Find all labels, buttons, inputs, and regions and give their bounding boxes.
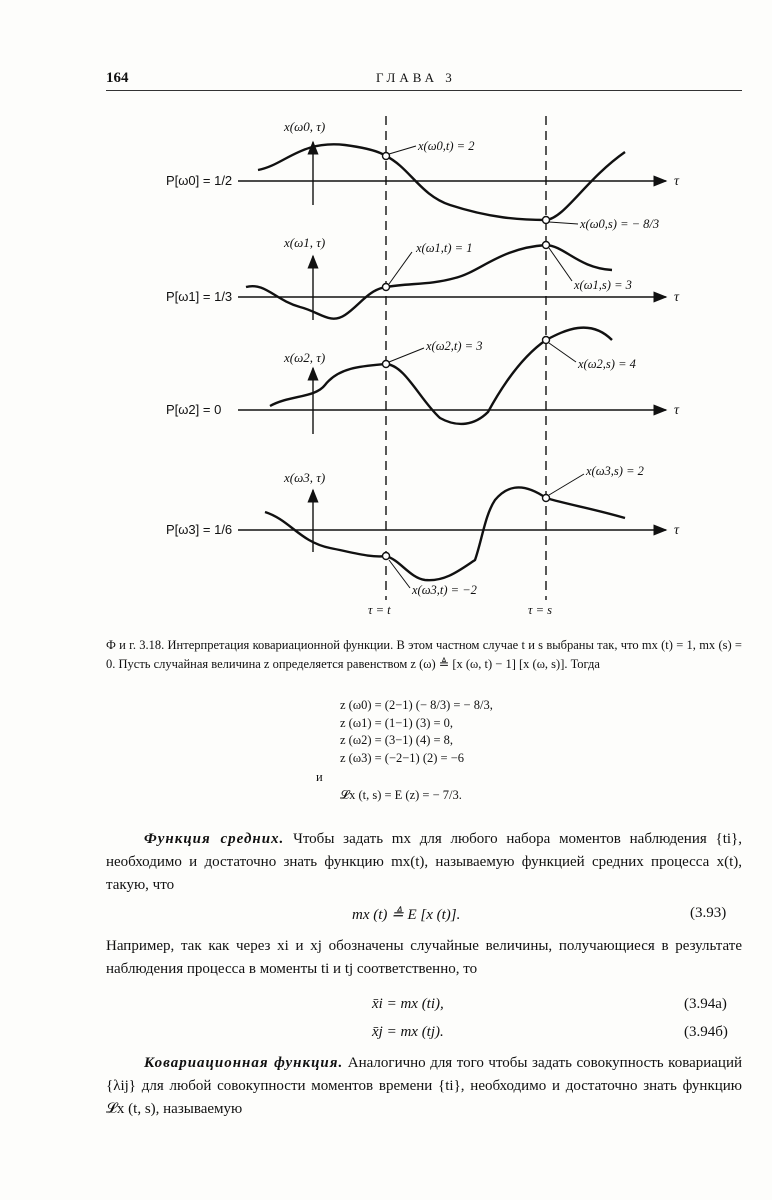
point-at-s <box>543 242 550 249</box>
point-at-t <box>383 361 390 368</box>
section-covariance-function <box>106 1052 742 1121</box>
value-at-t-label: x(ω3,t) = −2 <box>412 583 477 597</box>
tau-label: τ <box>674 523 680 538</box>
covariance-figure <box>0 100 772 620</box>
point-at-s <box>543 495 550 502</box>
figure-caption <box>106 636 742 674</box>
point-at-t <box>383 284 390 291</box>
tau-label: τ <box>674 290 680 305</box>
panel-omega1 <box>166 235 680 320</box>
value-at-s-label: x(ω3,s) = 2 <box>586 464 644 478</box>
equation-3-94b: x̄j = mx (tj). <box>372 1024 444 1040</box>
point-at-s <box>543 337 550 344</box>
point-at-t <box>383 153 390 160</box>
equation-3-93: mx (t) ≜ E [x (t)]. <box>352 907 461 923</box>
section-mean-function <box>106 828 742 897</box>
s-marker-label: τ = s <box>528 603 553 617</box>
caption-equation: z (ω3) = (−2−1) (2) = −6 <box>340 750 464 765</box>
tau-label: τ <box>674 174 680 189</box>
paragraph-example: Например, так как через xi и xj обозначены случайные величины, получающиеся в результате наблюдения процесса в моменты ti и tj соответственно, то <box>106 938 742 977</box>
panel-omega2 <box>166 328 680 434</box>
section-text: Аналогично для того чтобы задать совокупность ковариаций {λij} для любой совокупности моментов времени {ti}, необходимо и достаточно знать функцию 𝓛x (t, s), называемую <box>106 1055 743 1117</box>
header-rule <box>106 90 742 91</box>
caption-lead: Ф и г. 3.18. <box>106 638 165 652</box>
section-heading: Ковариационная функция. <box>144 1055 344 1071</box>
page-number: 164 <box>106 70 129 86</box>
sample-path-curve <box>265 487 625 580</box>
caption-equations <box>340 697 493 767</box>
caption-equation: z (ω2) = (3−1) (4) = 8, <box>340 733 454 747</box>
point-at-t <box>383 553 390 560</box>
value-at-t-label: x(ω1,t) = 1 <box>416 241 473 255</box>
chapter-header: ГЛАВА 3 <box>376 70 456 85</box>
value-at-t-label: x(ω0,t) = 2 <box>418 139 475 153</box>
caption-conjunction: и <box>316 770 323 784</box>
sample-path-curve <box>246 245 612 319</box>
probability-label: P[ω2] = 0 <box>166 402 222 417</box>
tau-label: τ <box>674 403 680 418</box>
value-at-s-label: x(ω2,s) = 4 <box>578 357 636 371</box>
panel-omega0 <box>166 119 680 231</box>
probability-label: P[ω0] = 1/2 <box>166 173 233 188</box>
y-axis-label: x(ω1, τ) <box>284 235 326 250</box>
section-heading: Функция средних. <box>144 831 285 847</box>
value-at-s-label: x(ω1,s) = 3 <box>574 278 632 292</box>
caption-equation: z (ω1) = (1−1) (3) = 0, <box>340 715 454 730</box>
caption-text: Интерпретация ковариационной функции. В этом частном случае t и s выбраны так, что mx (t) = 1, mx (s) = 0. Пусть случайная величина z определяется равенством z (ω) ≜ [x (ω, t) − 1] [x (ω, s)]. Тогда <box>106 638 742 671</box>
equation-number: (3.94а) <box>684 996 727 1012</box>
panel-omega3 <box>166 464 680 597</box>
probability-label: P[ω3] = 1/6 <box>166 522 233 537</box>
equation-number: (3.93) <box>690 905 727 921</box>
y-axis-label: x(ω0, τ) <box>284 119 326 134</box>
probability-label: P[ω1] = 1/3 <box>166 289 233 304</box>
caption-equation: z (ω0) = (2−1) (− 8/3) = − 8/3, <box>340 698 493 712</box>
point-at-s <box>543 217 550 224</box>
value-at-s-label: x(ω0,s) = − 8/3 <box>580 217 660 231</box>
t-marker-label: τ = t <box>368 603 391 617</box>
caption-final-equation: 𝓛x (t, s) = E (z) = − 7/3. <box>340 788 462 802</box>
equation-number: (3.94б) <box>684 1024 728 1040</box>
equation-3-94a: x̄i = mx (ti), <box>372 996 444 1012</box>
y-axis-label: x(ω2, τ) <box>284 350 326 365</box>
section-text: Чтобы задать mx для любого набора моментов наблюдения {ti}, необходимо и достаточно знать функцию mx(t), называемую функцией средних процесса x(t), такую, что <box>106 831 742 893</box>
y-axis-label: x(ω3, τ) <box>284 470 326 485</box>
value-at-t-label: x(ω2,t) = 3 <box>426 339 483 353</box>
